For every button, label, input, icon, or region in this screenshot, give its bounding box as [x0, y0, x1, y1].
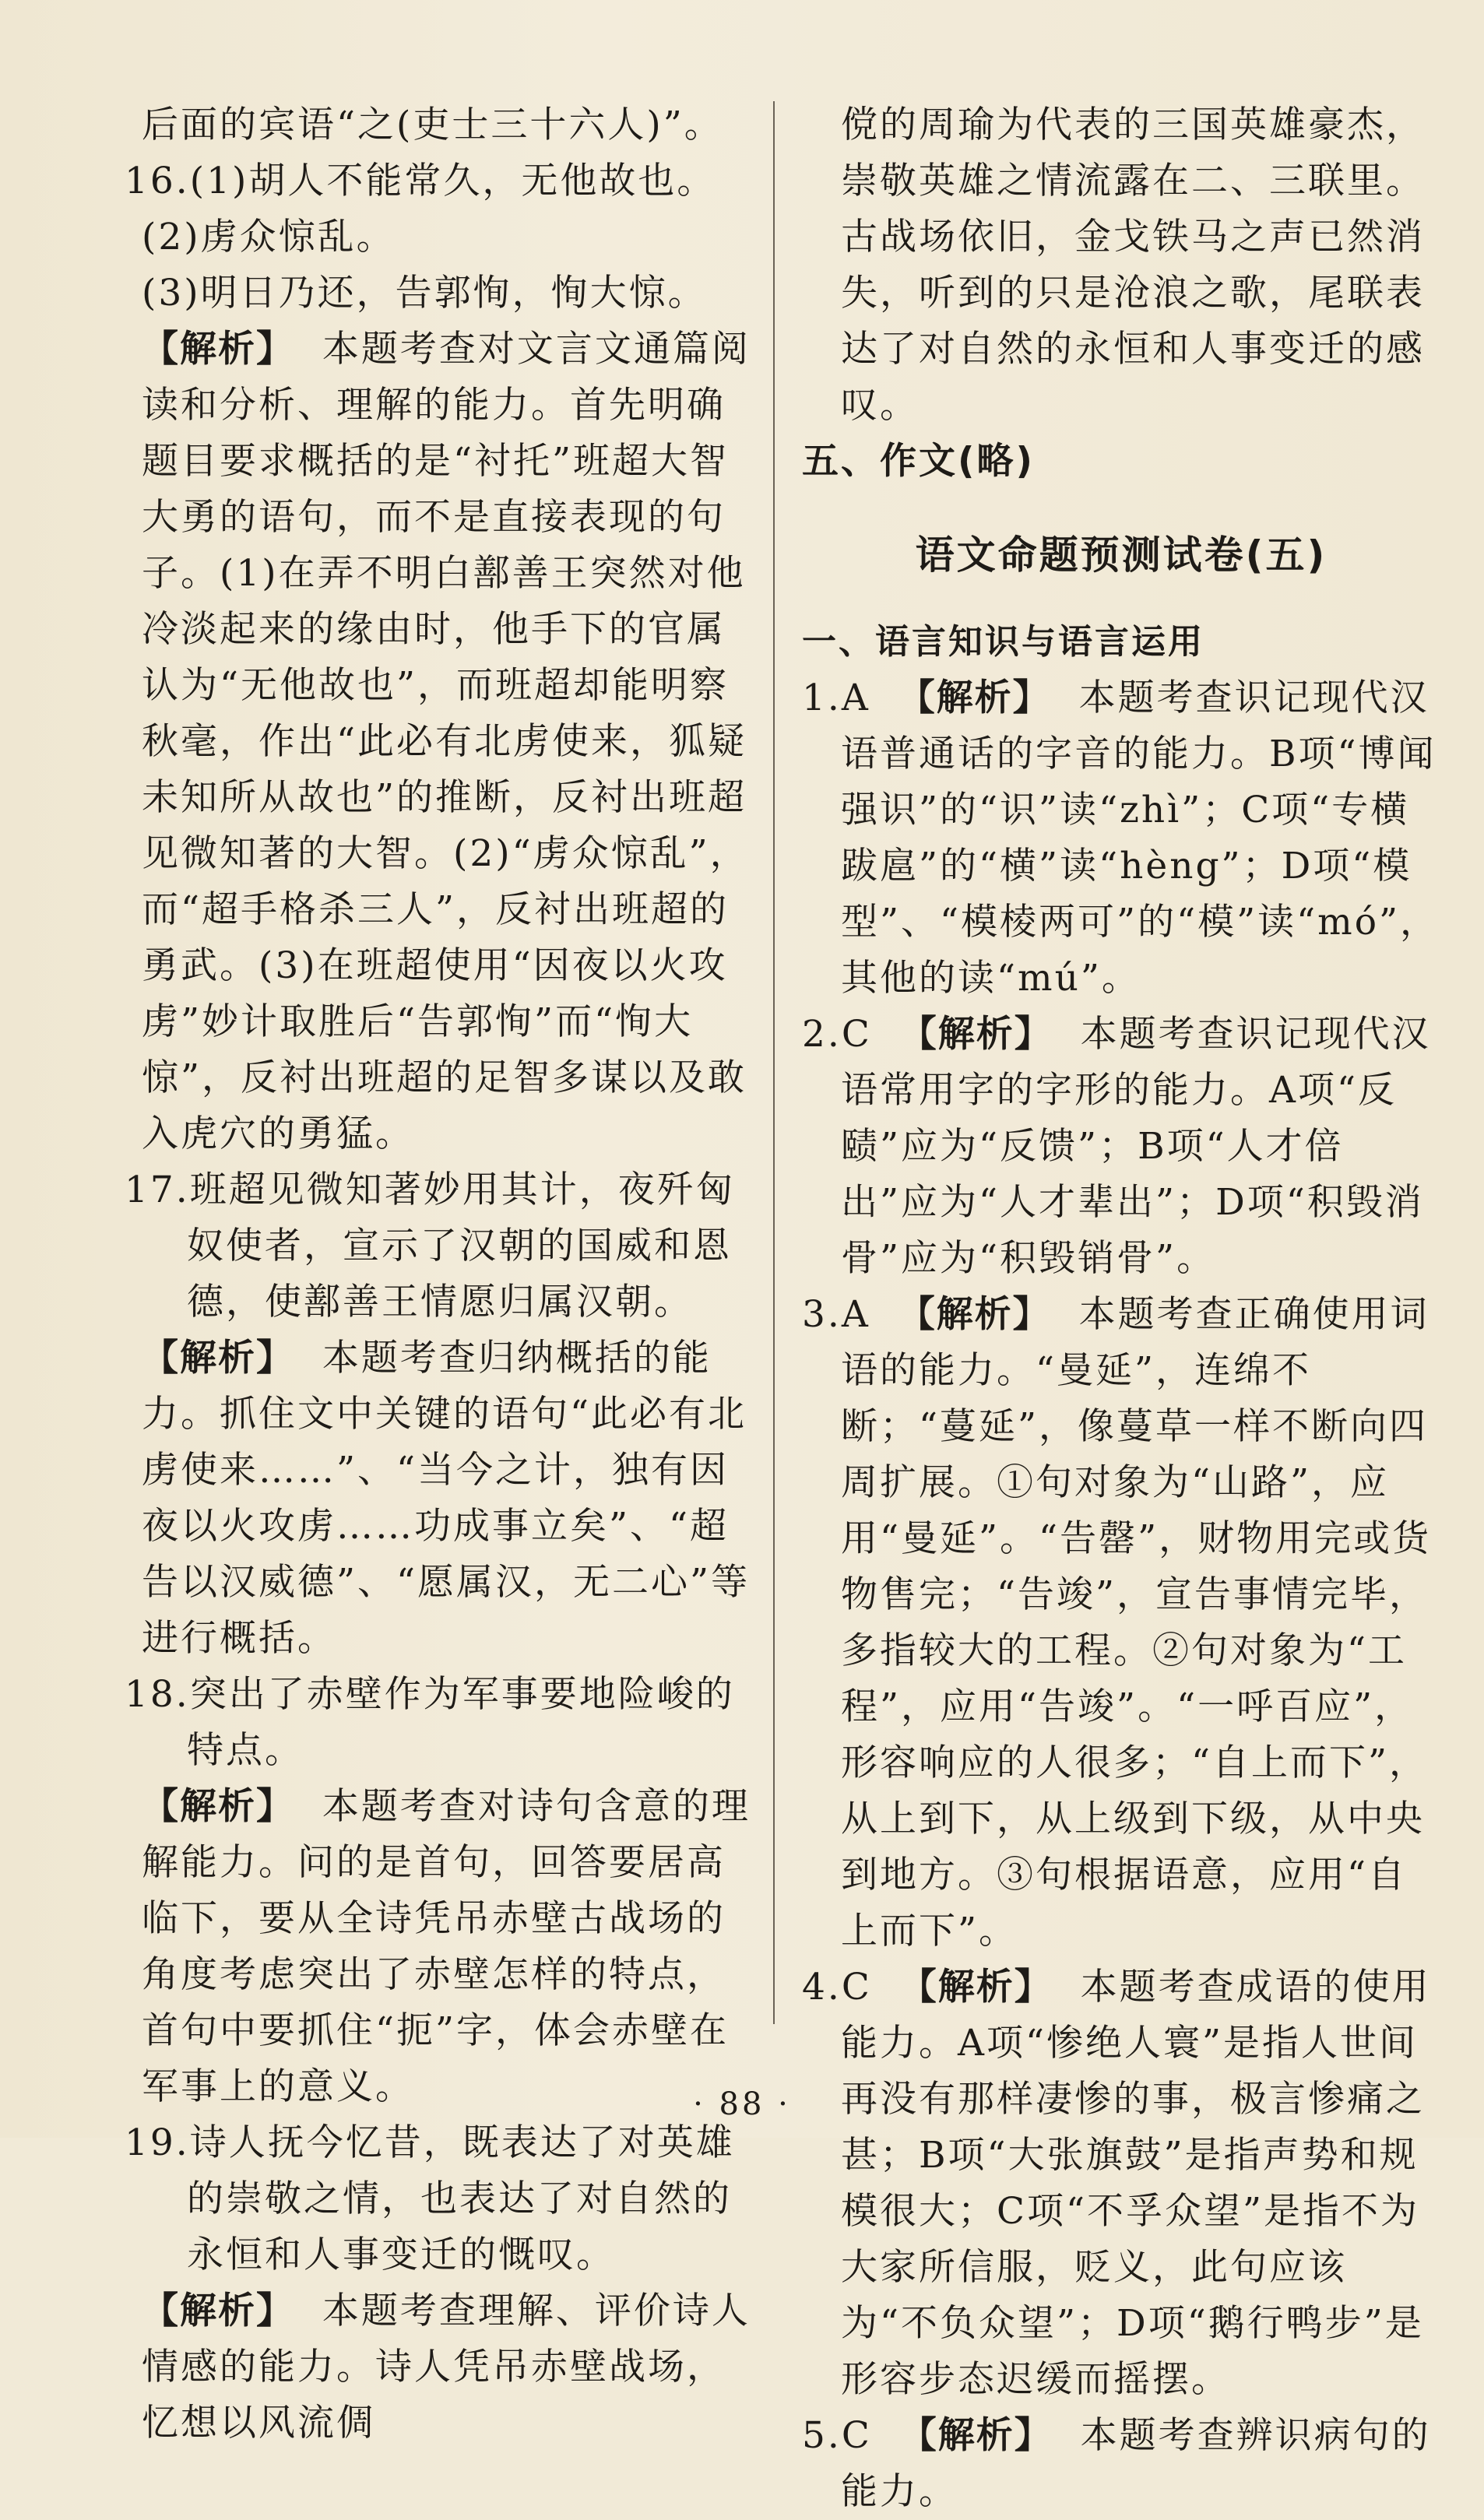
explanation-text: 本题考查成语的使用能力。A项“惨绝人寰”是指人世间再没有那样凄惨的事，极言惨痛之甚；B项“大张旗鼓”是指声势和规模很大；C项“不孚众望”是指不为大家所信服，贬义，此句应该为“不负众望”；D项“鹅行鸭步”是形容步态迟缓而摇摆。 [841, 1966, 1431, 2401]
answer-number: 17. [125, 1169, 190, 1211]
explanation-18 [125, 1779, 751, 2115]
answer-number: 1. [802, 677, 842, 719]
explanation-text: 本题考查识记现代汉语常用字的字形的能力。A项“反赜”应为“反馈”；B项“人才倍出”应为“人才辈出”；D项“积毁消骨”应为“积毁销骨”。 [841, 1013, 1431, 1280]
answer-number: 16. [125, 160, 190, 202]
answer-16 [125, 153, 751, 209]
column-divider [773, 101, 775, 2024]
analysis-tag: 【解析】 [142, 1337, 294, 1379]
analysis-tag: 【解析】 [142, 2290, 294, 2332]
answer-16-part3: (3)明日乃还，告郭恂，恂大惊。 [142, 272, 707, 315]
answer-1 [802, 670, 1440, 1007]
page-number: · 88 · [693, 2086, 791, 2122]
explanation-text: 本题考查辨识病句的能力。 [841, 2414, 1431, 2513]
answer-text: (1)胡人不能常久，无他故也。 [189, 160, 716, 202]
analysis-tag: 【解析】 [898, 1293, 1051, 1336]
answer-choice: A [841, 1293, 870, 1336]
answer-2 [802, 1007, 1440, 1287]
answer-3 [802, 1287, 1440, 1959]
continued-text: 后面的宾语“之(吏士三十六人)”。 [142, 104, 723, 146]
section-heading-essay: 五、作文(略) [802, 440, 1035, 483]
answer-18 [125, 1667, 751, 1779]
answer-number: 5. [802, 2414, 842, 2457]
analysis-tag: 【解析】 [898, 677, 1051, 719]
analysis-tag: 【解析】 [142, 1785, 294, 1828]
analysis-tag: 【解析】 [142, 328, 294, 371]
answer-17 [125, 1162, 751, 1330]
answer-number: 2. [802, 1013, 842, 1056]
explanation-text: 本题考查对文言文通篇阅读和分析、理解的能力。首先明确题目要求概括的是“衬托”班超大智大勇的语句，而不是直接表现的句子。(1)在弄不明白鄯善王突然对他冷淡起来的缘由时，他手下的官属认为“无他故也”，而班超却能明察秋毫，作出“此必有北虏使来，狐疑未知所从故也”的推断，反衬出班超见微知著的大智。(2)“虏众惊乱”，而“超手格杀三人”，反衬出班超的勇武。(3)在班超使用“因夜以火攻虏”妙计取胜后“告郭恂”而“恂大惊”，反衬出班超的足智多谋以及敢入虎穴的勇猛。 [142, 328, 751, 1155]
answer-5 [802, 2408, 1440, 2520]
explanation-text: 本题考查理解、评价诗人情感的能力。诗人凭吊赤壁战场，忆想以风流倜 [142, 2290, 751, 2444]
explanation-text: 本题考查正确使用词语的能力。“曼延”，连绵不断；“蔓延”，像蔓草一样不断向四周扩展。①句对象为“山路”，应用“曼延”。“告罄”，财物用完或货物售完；“告竣”，宣告事情完毕，多指较大的工程。②句对象为“工程”，应用“告竣”。“一呼百应”，形容响应的人很多；“自上而下”，从上到下，从上级到下级，从中央到地方。③句根据语意，应用“自上而下”。 [841, 1293, 1432, 1952]
explanation-text: 本题考查识记现代汉语普通话的字音的能力。B项“博闻强识”的“识”读“zhì”；C项“专横跋扈”的“横”读“hèng”；D项“模型”、“模棱两可”的“模”读“mó”，其他的读“mú”。 [841, 677, 1440, 1000]
answer-choice: C [841, 2414, 872, 2457]
answer-number: 18. [125, 1673, 190, 1716]
explanation-text: 本题考查对诗句含意的理解能力。问的是首句，回答要居高临下，要从全诗凭吊赤壁古战场的角度考虑突出了赤壁怎样的特点，首句中要抓住“扼”字，体会赤壁在军事上的意义。 [142, 1785, 751, 2108]
answer-text: 突出了赤壁作为军事要地险峻的特点。 [187, 1673, 735, 1772]
answer-4 [802, 1959, 1440, 2408]
answer-number: 19. [125, 2121, 190, 2164]
answer-choice: A [841, 677, 870, 719]
answer-choice: C [841, 1966, 872, 2009]
section-heading-language: 一、语言知识与语言运用 [802, 622, 1204, 662]
analysis-tag: 【解析】 [899, 2414, 1053, 2457]
answer-text: 班超见微知著妙用其计，夜歼匈奴使者，宣示了汉朝的国威和恩德，使鄯善王情愿归属汉朝。 [187, 1169, 735, 1323]
explanation-17 [125, 1330, 751, 1667]
answer-number: 4. [802, 1966, 842, 2009]
explanation-16 [125, 322, 751, 1162]
right-column [802, 97, 1440, 2520]
answer-text: 诗人抚今忆昔，既表达了对英雄的崇敬之情，也表达了对自然的永恒和人事变迁的慨叹。 [187, 2121, 735, 2276]
analysis-tag: 【解析】 [899, 1013, 1053, 1056]
continued-explanation: 傥的周瑜为代表的三国英雄豪杰，崇敬英雄之情流露在二、三联里。古战场依旧，金戈铁马之声已然消失，听到的只是沧浪之歌，尾联表达了对自然的永恒和人事变迁的感叹。 [841, 104, 1425, 427]
answer-choice: C [841, 1013, 872, 1056]
test-title: 语文命题预测试卷(五) [915, 532, 1328, 578]
analysis-tag: 【解析】 [899, 1966, 1053, 2009]
answer-number: 3. [802, 1293, 842, 1336]
explanation-19 [125, 2283, 751, 2451]
answer-19 [125, 2115, 751, 2283]
answer-16-part2: (2)虏众惊乱。 [142, 216, 396, 258]
explanation-text: 本题考查归纳概括的能力。抓住文中关键的语句“此必有北虏使来……”、“当今之计，独有因夜以火攻虏……功成事立矣”、“超告以汉威德”、“愿属汉，无二心”等进行概括。 [142, 1337, 751, 1660]
